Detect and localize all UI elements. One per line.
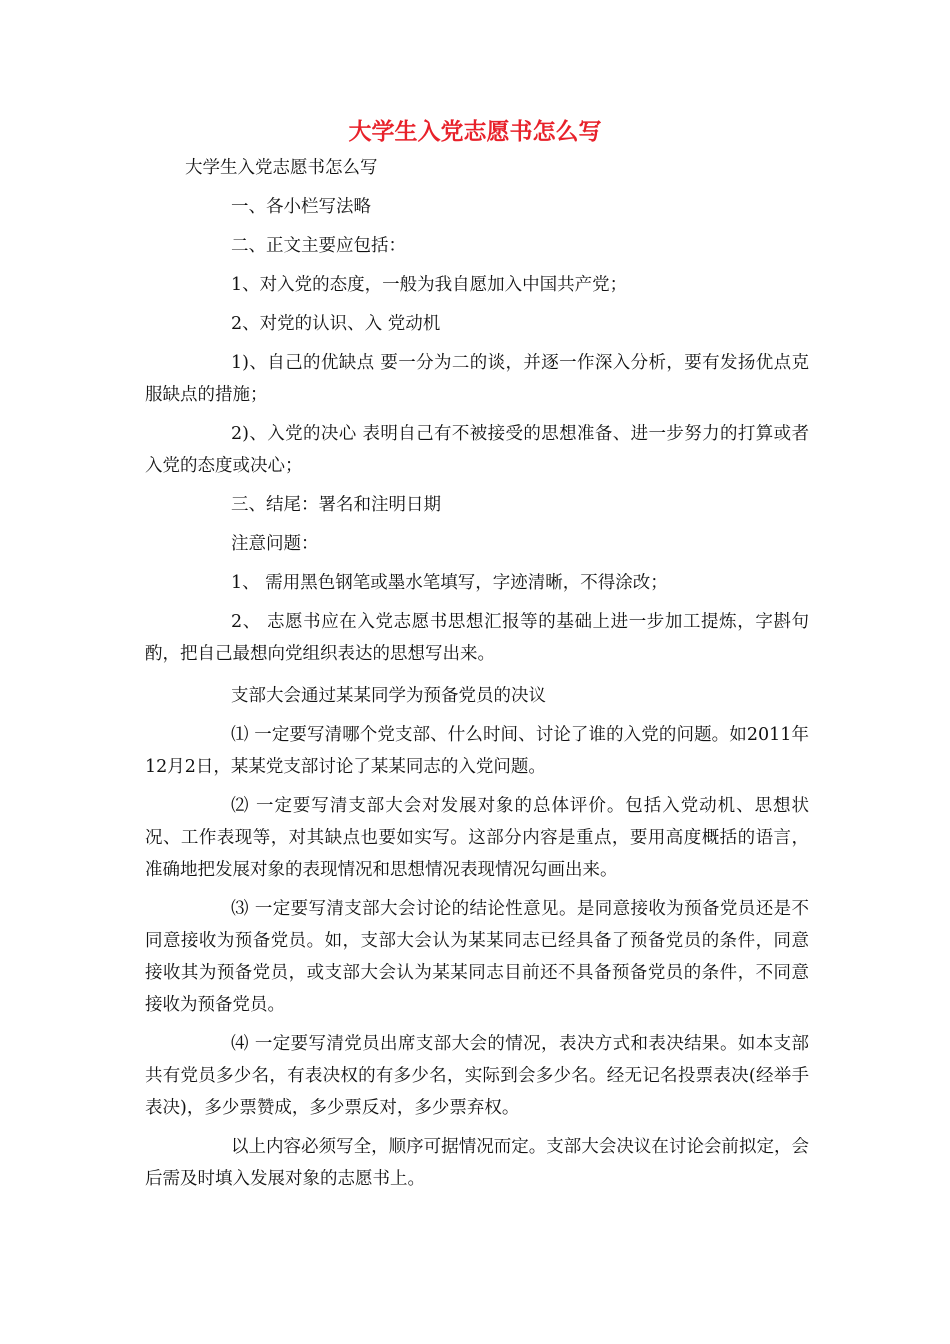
paragraph-notes-heading: 注意问题：: [231, 534, 319, 554]
paragraph-resolution-2: ⑵ 一定要写清支部大会对发展对象的总体评价。包括入党动机、思想状况、工作表现等，对其缺点也要如实写。这部分内容是重点，要用高度概括的语言，准确地把发展对象的表现情况和思想情况表现情况勾画出来。: [145, 796, 809, 880]
paragraph-subitem-2: 2)、入党的决心 表明自己有不被接受的思想准备、进一步努力的打算或者入党的态度或决心；: [145, 424, 809, 476]
paragraph-subitem-1: 1)、自己的优缺点 要一分为二的谈，并逐一作深入分析，要有发扬优点克服缺点的措施；: [145, 353, 809, 405]
paragraph-item-2: 2、对党的认识、入 党动机: [231, 314, 441, 334]
document-body: [145, 152, 809, 1195]
paragraph-note-2: 2、 志愿书应在入党志愿书思想汇报等的基础上进一步加工提炼，字斟句酌，把自己最想向党组织表达的思想写出来。: [145, 612, 809, 664]
paragraph-resolution-heading: 支部大会通过某某同学为预备党员的决议: [231, 686, 546, 706]
paragraph-section-2: 二、正文主要应包括：: [231, 236, 406, 256]
paragraph-section-1: 一、各小栏写法略: [231, 197, 371, 217]
paragraph-note-1: 1、 需用黑色钢笔或墨水笔填写，字迹清晰，不得涂改；: [231, 573, 668, 593]
document-title: 大学生入党志愿书怎么写: [348, 119, 602, 145]
paragraph-resolution-4: ⑷ 一定要写清党员出席支部大会的情况，表决方式和表决结果。如本支部共有党员多少名，有表决权的有多少名，实际到会多少名。经无记名投票表决(经举手表决)，多少票赞成，多少票反对，多少票弃权。: [145, 1034, 809, 1118]
paragraph-resolution-1: ⑴ 一定要写清哪个党支部、什么时间、讨论了谁的入党的问题。如2011年12月2日，某某党支部讨论了某某同志的入党问题。: [145, 725, 809, 777]
paragraph-conclusion: 以上内容必须写全，顺序可据情况而定。支部大会决议在讨论会前拟定，会后需及时填入发展对象的志愿书上。: [145, 1137, 809, 1189]
paragraph-item-1: 1、对入党的态度，一般为我自愿加入中国共产党；: [231, 275, 628, 295]
paragraph-resolution-3: ⑶ 一定要写清支部大会讨论的结论性意见。是同意接收为预备党员还是不同意接收为预备党员。如，支部大会认为某某同志已经具备了预备党员的条件，同意接收其为预备党员，或支部大会认为某某同志目前还不具备预备党员的条件，不同意接收为预备党员。: [145, 899, 809, 1015]
paragraph-section-3: 三、结尾：署名和注明日期: [231, 495, 441, 515]
paragraph-subtitle: 大学生入党志愿书怎么写: [185, 158, 378, 178]
